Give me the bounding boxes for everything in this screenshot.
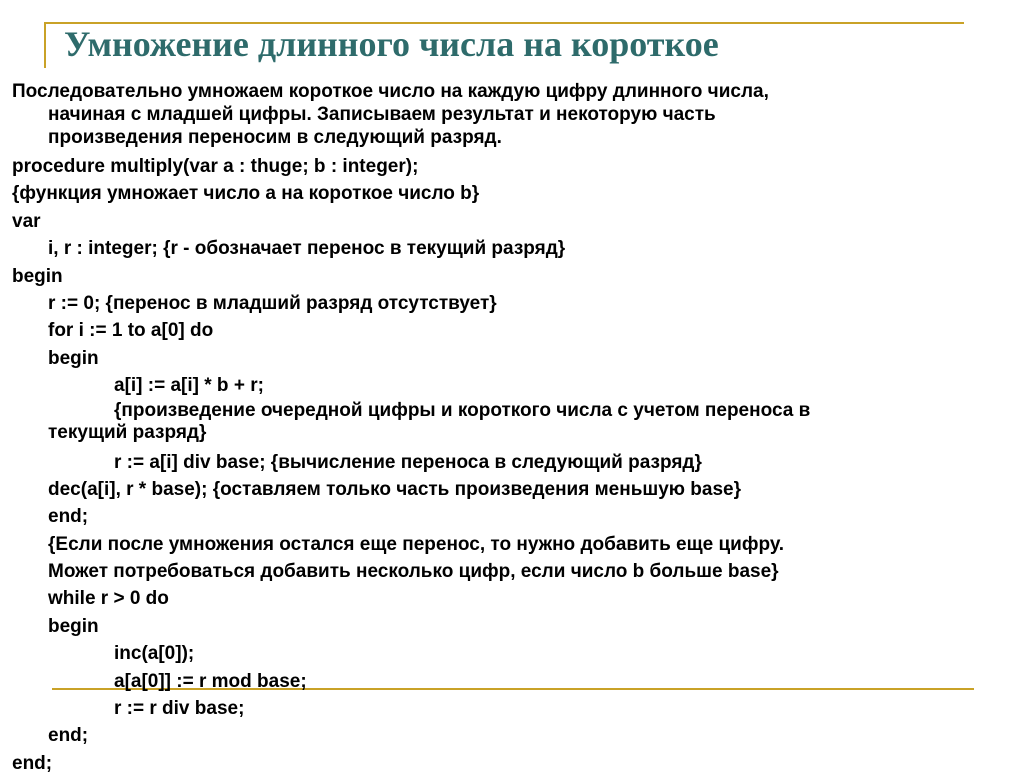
- code-begin-for: begin: [48, 347, 99, 369]
- code-end-for: end;: [48, 506, 89, 528]
- code-end-while: end;: [48, 725, 89, 747]
- code-procedure-header: procedure multiply(var a : thuge; b : integer);: [12, 156, 419, 177]
- code-for-loop: for i := 1 to a[0] do: [48, 320, 214, 342]
- code-comment-extra-carry-2: Может потребоваться добавить несколько цифр, если число b больше base}: [48, 561, 779, 583]
- intro-paragraph: [12, 80, 1012, 149]
- slide-title: Умножение длинного числа на короткое: [64, 24, 719, 64]
- code-comment-product-line-2: текущий разряд}: [48, 421, 207, 443]
- code-multiply-digit: a[i] := a[i] * b + r;: [114, 375, 264, 397]
- code-assign-digit: a[a[0]] := r mod base;: [114, 670, 307, 692]
- intro-line-3: произведения переносим в следующий разряд.: [48, 127, 502, 148]
- slide-body: [12, 80, 1012, 777]
- decor-line-left: [44, 22, 46, 68]
- code-compute-carry: r := a[i] div base; {вычисление переноса в следующий разряд}: [114, 451, 702, 473]
- code-inc-length: inc(a[0]);: [114, 643, 195, 665]
- code-comment-product-line-1: {произведение очередной цифры и короткого числа с учетом переноса в: [114, 399, 811, 421]
- code-begin-while: begin: [48, 615, 99, 637]
- code-reduce-carry: r := r div base;: [114, 698, 245, 720]
- code-init-carry: r := 0; {перенос в младший разряд отсутствует}: [48, 292, 497, 314]
- code-begin-outer: begin: [12, 265, 63, 287]
- code-comment-extra-carry-1: {Если после умножения остался еще перенос, то нужно добавить еще цифру.: [48, 533, 784, 555]
- code-var-declaration: i, r : integer; {r - обозначает перенос в текущий разряд}: [48, 238, 566, 260]
- code-comment-function: {функция умножает число a на короткое число b}: [12, 183, 480, 205]
- code-comment-product: [12, 400, 1012, 444]
- intro-line-2: начиная с младшей цифры. Записываем результат и некоторую часть: [48, 104, 716, 125]
- code-while-loop: while r > 0 do: [48, 588, 169, 610]
- code-var-keyword: var: [12, 210, 41, 232]
- code-end-procedure: end;: [12, 752, 53, 774]
- intro-line-1: Последовательно умножаем короткое число на каждую цифру длинного числа,: [12, 81, 769, 102]
- code-dec-digit: dec(a[i], r * base); {оставляем только часть произведения меньшую base}: [48, 478, 741, 500]
